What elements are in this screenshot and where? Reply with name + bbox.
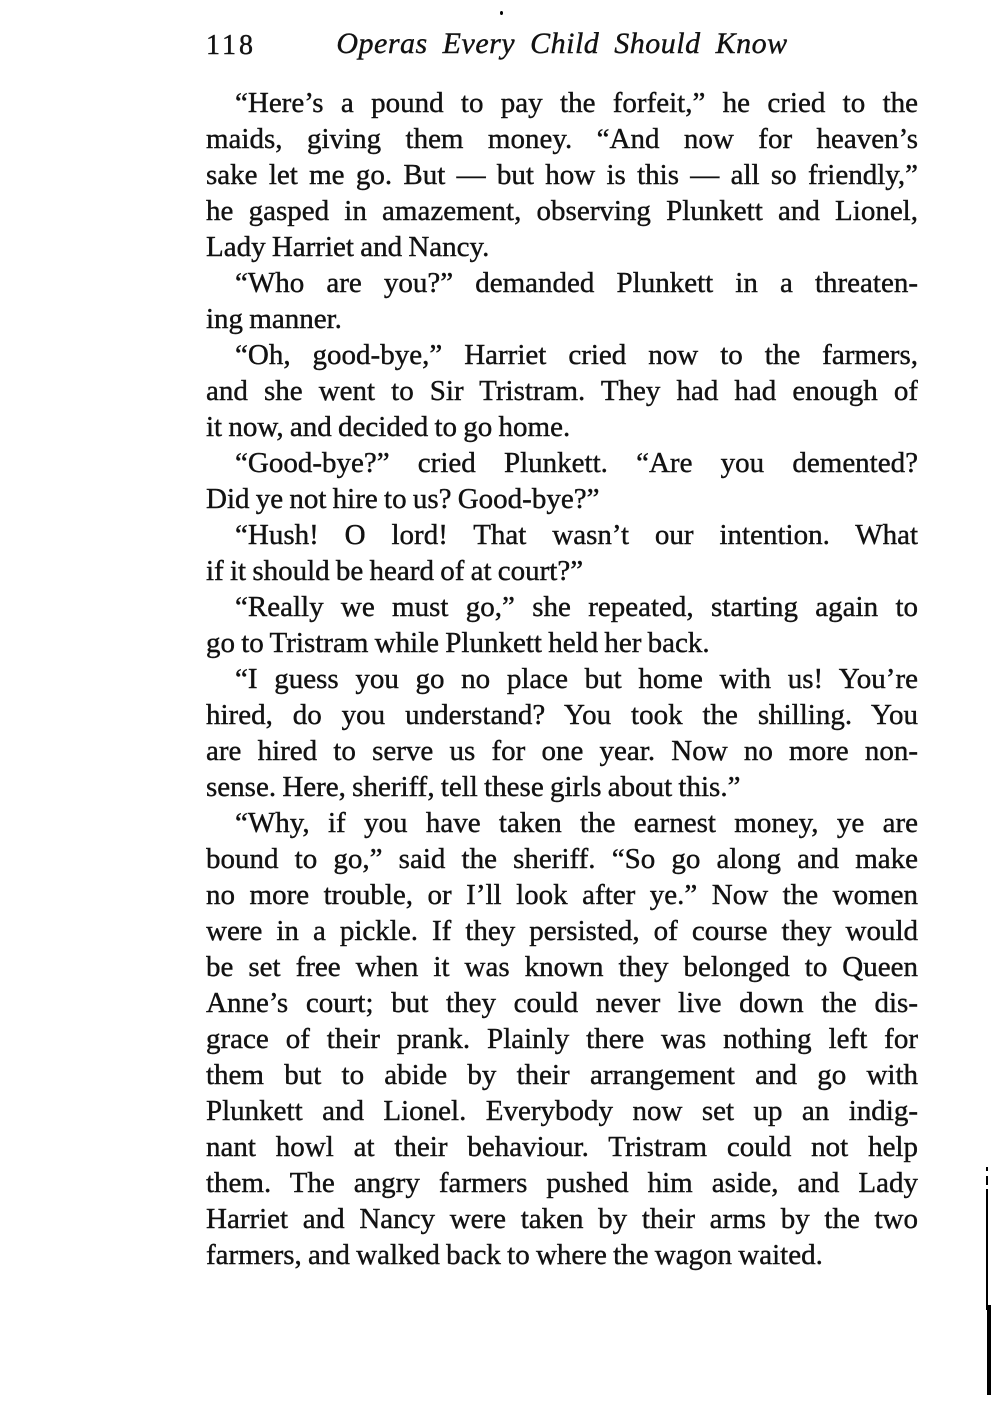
text-line: them. The angry farmers pushed him aside, and Lady <box>206 1167 918 1199</box>
text-line: them but to abide by their arrangement and go with <box>206 1059 918 1091</box>
paragraph <box>206 517 918 589</box>
text-line: “Hush! O lord! That wasn’t our intention. What <box>235 519 918 551</box>
scan-artifact-line <box>986 1189 988 1310</box>
paragraph <box>206 445 918 517</box>
text-line: ing manner. <box>206 303 342 335</box>
scan-artifact-line <box>987 1305 991 1395</box>
text-line: be set free when it was known they belonged to Queen <box>206 951 918 983</box>
paragraph <box>206 85 918 265</box>
page-header <box>206 27 918 67</box>
text-line: are hired to serve us for one year. Now no more non- <box>206 735 918 767</box>
text-line: no more trouble, or I’ll look after ye.” Now the women <box>206 879 918 911</box>
paragraph <box>206 337 918 445</box>
text-line: Anne’s court; but they could never live down the dis- <box>206 987 918 1019</box>
text-line: sense. Here, sheriff, tell these girls about this.” <box>206 771 741 803</box>
text-line: Harriet and Nancy were taken by their arms by the two <box>206 1203 918 1235</box>
text-line: he gasped in amazement, observing Plunkett and Lionel, <box>206 195 918 227</box>
text-line: farmers, and walked back to where the wagon waited. <box>206 1239 823 1271</box>
text-line: it now, and decided to go home. <box>206 411 571 443</box>
text-line: “I guess you go no place but home with us! You’re <box>235 663 918 695</box>
scan-speck <box>500 11 503 15</box>
paragraph <box>206 805 918 1273</box>
text-line: were in a pickle. If they persisted, of course they would <box>206 915 918 947</box>
paragraph <box>206 265 918 337</box>
text-line: nant howl at their behaviour. Tristram could not help <box>206 1131 918 1163</box>
text-line: and she went to Sir Tristram. They had had enough of <box>206 375 918 407</box>
scan-artifact-line <box>986 1167 988 1171</box>
text-line: “Why, if you have taken the earnest money, ye are <box>235 807 918 839</box>
text-line: Plunkett and Lionel. Everybody now set up an indig- <box>206 1095 918 1127</box>
text-line: go to Tristram while Plunkett held her back. <box>206 627 710 659</box>
text-line: “Good-bye?” cried Plunkett. “Are you demented? <box>235 447 918 479</box>
page-number: 118 <box>206 30 256 61</box>
text-line: “Really we must go,” she repeated, starting again to <box>235 591 918 623</box>
text-line: “Oh, good-bye,” Harriet cried now to the farmers, <box>235 339 918 371</box>
paragraph <box>206 661 918 805</box>
text-line: bound to go,” said the sheriff. “So go along and make <box>206 843 918 875</box>
text-line: if it should be heard of at court?” <box>206 555 584 587</box>
paragraph <box>206 589 918 661</box>
running-title: Operas Every Child Should Know <box>336 27 788 60</box>
text-line: Did ye not hire to us? Good-bye?” <box>206 483 600 515</box>
text-line: maids, giving them money. “And now for heaven’s <box>206 123 918 155</box>
page-body <box>206 85 918 1273</box>
scan-artifact-line <box>986 1176 988 1185</box>
text-line: sake let me go. But — but how is this — all so friendly,” <box>206 159 918 191</box>
text-line: “Here’s a pound to pay the forfeit,” he cried to the <box>235 87 918 119</box>
text-line: Lady Harriet and Nancy. <box>206 231 490 263</box>
text-line: “Who are you?” demanded Plunkett in a threaten- <box>235 267 918 299</box>
text-line: grace of their prank. Plainly there was nothing left for <box>206 1023 918 1055</box>
text-line: hired, do you understand? You took the shilling. You <box>206 699 918 731</box>
